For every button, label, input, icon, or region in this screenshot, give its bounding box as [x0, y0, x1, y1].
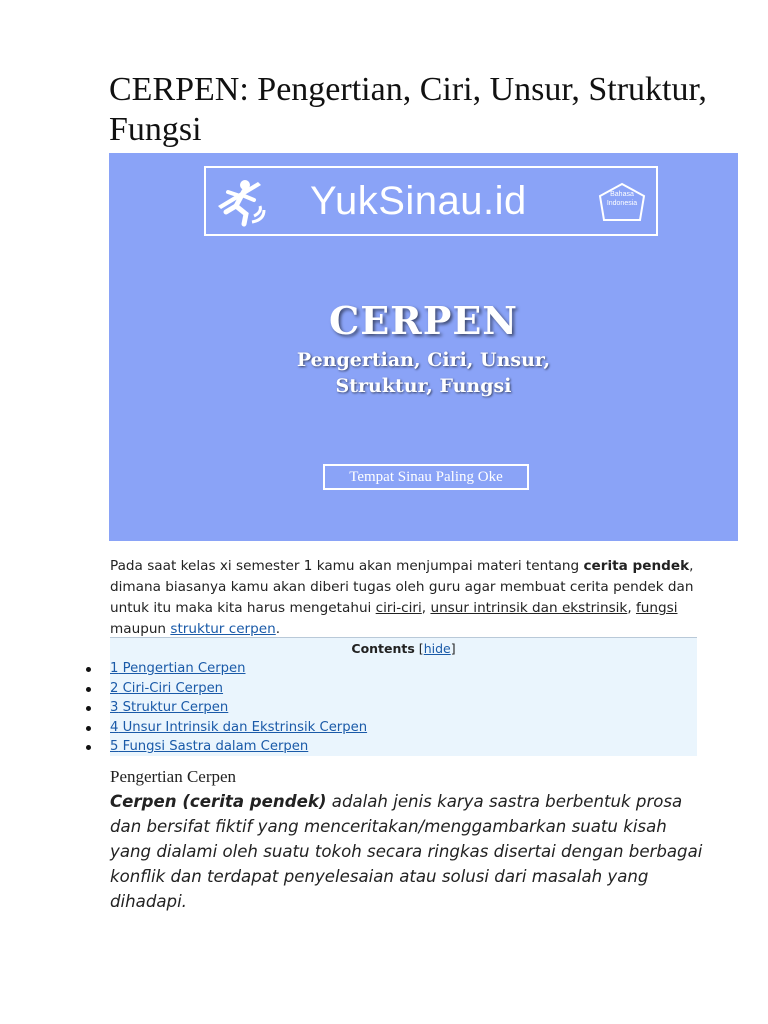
intro-bold-cerita-pendek: cerita pendek	[583, 558, 690, 574]
toc-title: Contents	[351, 641, 415, 656]
table-of-contents	[110, 637, 697, 756]
toc-item-unsur[interactable]	[110, 718, 367, 738]
link-struktur-cerpen[interactable]: struktur cerpen	[170, 621, 276, 637]
toc-item-number: 2	[110, 680, 119, 696]
definition-term: Cerpen (cerita pendek)	[110, 792, 327, 811]
toc-list	[110, 659, 367, 757]
toc-item-number: 3	[110, 700, 119, 715]
toc-item-label: Fungsi Sastra dalam Cerpen	[118, 739, 309, 754]
intro-paragraph	[110, 556, 700, 640]
section-heading: Pengertian Cerpen	[110, 767, 237, 786]
bullet-icon	[86, 687, 91, 692]
toc-item-number: 4	[110, 719, 119, 735]
intro-text-3: maupun	[110, 621, 171, 637]
toc-item-number: 1	[110, 661, 119, 676]
intro-sep-1: ,	[421, 600, 431, 616]
page-title: CERPEN: Pengertian, Ciri, Unsur, Struktur, Fungsi	[109, 71, 707, 148]
toc-bracket-close: ]	[450, 641, 456, 656]
toc-item-number: 5	[110, 739, 119, 754]
definition-text: adalah jenis karya sastra berbentuk prosa dan bersifat fiktif yang menceritakan/menggambarkan suatu kisah yang dialami oleh suatu tokoh secara ringkas disertai dengan berbagai konflik dan terdapat penyelesaian atau solusi dari masalah yang dihadapi.	[110, 792, 703, 911]
brand-logo-box	[204, 166, 658, 236]
runner-pencil-icon	[214, 176, 266, 228]
intro-text-1: Pada saat kelas xi semester 1 kamu akan menjumpai materi tentang	[110, 558, 584, 574]
definition-paragraph	[110, 789, 710, 914]
toc-item-label: Pengertian Cerpen	[118, 661, 246, 676]
link-ciri-ciri[interactable]: ciri-ciri	[375, 600, 422, 616]
toc-item-label: Ciri-Ciri Cerpen	[118, 680, 224, 696]
bullet-icon	[86, 706, 91, 711]
banner-subheading	[109, 347, 738, 399]
banner-heading: CERPEN	[328, 298, 519, 343]
banner-subheading-line1: Pengertian, Ciri, Unsur,	[296, 349, 551, 371]
toc-item-ciri[interactable]	[110, 679, 367, 699]
intro-text-2: , dimana biasanya kamu akan diberi tugas oleh guru agar membuat cerita pendek dan untuk itu maka kita harus mengetahui	[110, 558, 694, 616]
brand-name: YukSinau.id	[310, 179, 527, 223]
seal-text: Bahasa Indonesia	[606, 191, 638, 207]
link-unsur-intrinsik-ekstrinsik[interactable]: unsur intrinsik dan ekstrinsik	[430, 600, 628, 616]
toc-header	[110, 641, 697, 657]
toc-item-struktur[interactable]	[110, 698, 367, 718]
bullet-icon	[86, 726, 91, 731]
intro-sep-2: ,	[627, 600, 636, 616]
toc-item-pengertian[interactable]	[110, 659, 367, 679]
bullet-icon	[86, 667, 91, 672]
toc-item-label: Unsur Intrinsik dan Ekstrinsik Cerpen	[118, 719, 368, 735]
toc-item-label: Struktur Cerpen	[118, 700, 229, 715]
banner-tagline: Tempat Sinau Paling Oke	[323, 464, 529, 490]
article-banner	[109, 153, 738, 541]
toc-hide-link[interactable]: hide	[423, 641, 451, 656]
toc-item-fungsi[interactable]	[110, 737, 367, 757]
intro-text-end: .	[275, 621, 281, 637]
toc-bracket-open: [	[414, 641, 424, 656]
link-fungsi[interactable]: fungsi	[635, 600, 678, 616]
bullet-icon	[86, 745, 91, 750]
banner-subheading-line2: Struktur, Fungsi	[335, 375, 512, 397]
